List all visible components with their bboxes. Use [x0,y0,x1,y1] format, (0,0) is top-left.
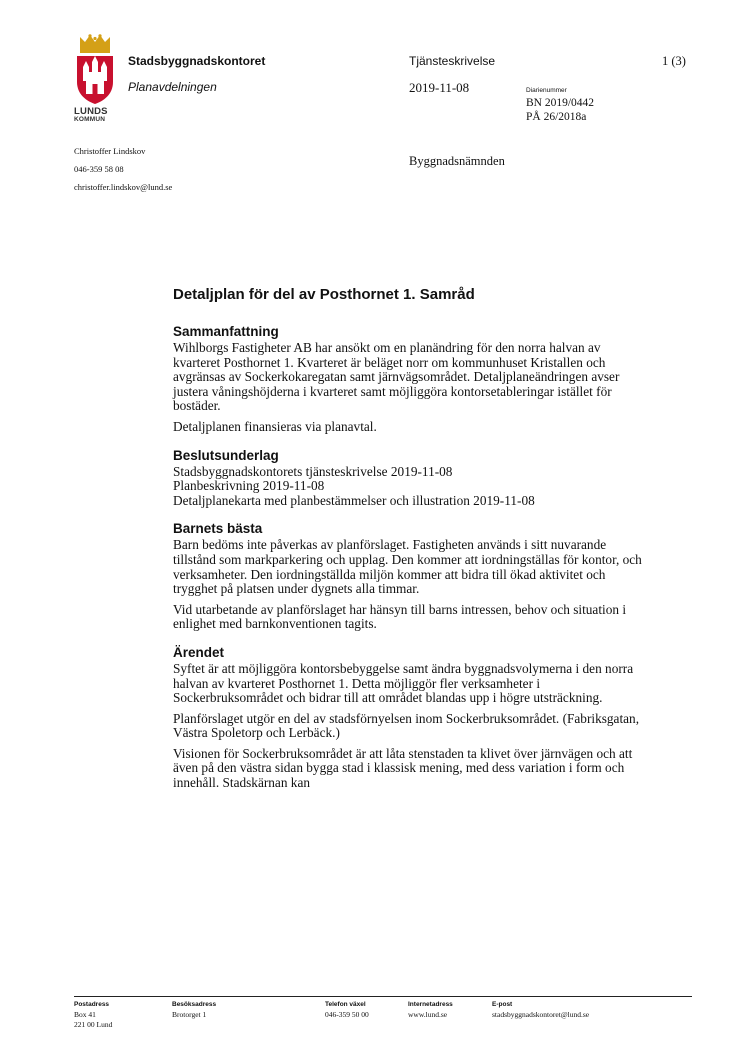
footer-postal-address [74,1000,112,1030]
paragraph: Syftet är att möjliggöra kontorsbebyggelse samt ändra byggnadsvolymerna i den norra halvan av kvarteret Posthornet 1. Detta möjliggör fler verksamheter i Sockerbruksområdet och bidrar till att området blandas upp i högre utsträckning. [173,660,634,706]
document-body [173,286,643,791]
list-item: Detaljplanekarta med planbestämmelser och illustration 2019-11-08 [173,492,535,508]
paragraph: Visionen för Sockerbruksområdet är att låta stenstaden ta klivet över järnvägen och att även på den västra sidan bygga stad i klassisk mening, med dess variation i form och innehåll. Stadskärnan kan [173,745,633,791]
logo-wordmark-kommun: KOMMUN [74,116,106,123]
office-name: Stadsbyggnadskontoret [128,54,266,68]
pa-number: PÅ 26/2018a [526,111,587,123]
section-heading: Beslutsunderlag [173,447,279,463]
department-name: Planavdelningen [128,80,217,94]
list-item: Planbeskrivning 2019-11-08 [173,478,325,494]
footer-divider [74,996,692,997]
diary-number: BN 2019/0442 [526,97,595,109]
section-arendet [173,644,643,791]
paragraph: Planförslaget utgör en del av stadsförnyelsen inom Sockerbruksområdet. (Fabriksgatan, Västra Spoletorp och Lerbäck.) [173,710,640,741]
footer-value: 221 00 Lund [74,1020,113,1029]
document-date: 2019-11-08 [409,80,470,95]
section-beslutsunderlag [173,447,643,509]
coat-of-arms-icon [72,34,118,106]
list-item: Stadsbyggnadskontorets tjänsteskrivelse 2019-11-08 [173,463,453,479]
section-heading: Ärendet [173,644,225,660]
document-type: Tjänsteskrivelse [409,54,496,68]
section-heading: Barnets bästa [173,521,263,537]
section-heading: Sammanfattning [173,324,279,339]
document-title: Detaljplan för del av Posthornet 1. Samråd [173,286,475,303]
contact-name: Christoffer Lindskov [74,146,146,156]
footer-visit-address [172,1000,216,1020]
contact-email: christoffer.lindskov@lund.se [74,182,173,192]
footer-label: E-post [492,1001,513,1008]
footer-label: Internetadress [408,1001,453,1008]
footer-value: Box 41 [74,1010,96,1019]
footer-label: Besöksadress [172,1001,217,1008]
recipient: Byggnadsnämnden [409,154,505,168]
footer-label: Telefon växel [325,1001,366,1008]
paragraph: Barn bedöms inte påverkas av planförslaget. Fastigheten används i sitt nuvarande tillstånd som markparkering och upplag. Den kommer att iordningställas för kontor, och verksamheter. Den iordningställda miljön kommer att bidra till ökad aktivitet och trygghet på platsen under dygnets alla timmar. [173,537,642,597]
footer-value: Brotorget 1 [172,1010,207,1019]
footer-phone [325,1000,369,1020]
footer-value: www.lund.se [408,1010,448,1019]
footer-value: 046-359 50 00 [325,1010,369,1019]
paragraph: Vid utarbetande av planförslaget har hänsyn till barns intressen, behov och situation i enlighet med barnkonventionen tagits. [173,601,627,632]
section-sammanfattning [173,323,643,435]
footer-website [408,1000,453,1020]
footer-value: stadsbyggnadskontoret@lund.se [492,1010,590,1019]
diary-number-label: Diarienummer [526,87,567,94]
footer-label: Postadress [74,1001,110,1008]
logo-wordmark-lunds: LUNDS [74,106,108,117]
page-number: 1 (3) [662,54,686,68]
section-barnets-basta [173,520,643,632]
footer-email [492,1000,589,1020]
paragraph: Detaljplanen finansieras via planavtal. [173,418,377,434]
contact-phone: 046-359 58 08 [74,164,124,174]
paragraph: Wihlborgs Fastigheter AB har ansökt om en planändring för den norra halvan av kvarteret Posthornet 1. Kvarteret är beläget norr om kommunhuset Kristallen och avgränsas av Sockerkokaregatan samt järnvägsområdet. Detaljplaneändringen avser justera våningshöjderna i kvarteret samt möjliggöra kontorsetableringar istället för bostäder. [173,340,620,414]
